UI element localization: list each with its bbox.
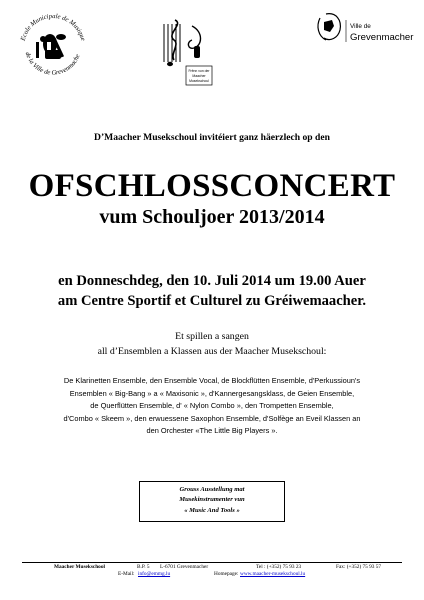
school-year-subtitle: vum Schouljoer 2013/2014 — [99, 206, 325, 228]
frenn-caption-line-2: Maacher — [192, 74, 206, 78]
ville-de-text: Ville de — [350, 23, 371, 30]
grevenmacher-text: Grevenmacher — [350, 32, 414, 43]
footer-divider — [22, 562, 402, 563]
frenn-musekschoul-logo — [158, 16, 216, 90]
footer-homepage-link[interactable]: www.maacher-musekschoul.lu — [240, 571, 306, 577]
frenn-caption-line-1: Frënn vun der — [188, 69, 210, 73]
footer-email-label: E-Mail: — [118, 571, 135, 577]
footer-school-name: Maacher Musekschool — [54, 564, 105, 570]
invitation-line: D’Maacher Musekschoul invitéiert ganz häerzlech op den — [94, 132, 330, 143]
footer-email-link[interactable]: info@emmg.lu — [138, 571, 171, 577]
logo-ring-bottom-text: de la Ville de Grevenmache — [23, 51, 82, 77]
date-time-line: en Donneschdeg, den 10. Juli 2014 um 19.00 Auer — [58, 273, 366, 289]
exhibition-line: Grouss Ausstellung mat — [179, 486, 245, 493]
venue-line: am Centre Sportif et Culturel zu Gréiwemaacher. — [57, 293, 367, 309]
footer-homepage-label: Homepage: — [214, 571, 239, 577]
footer-fax: Fax: (+352) 75 93 57 — [336, 564, 382, 570]
exhibition-box — [139, 481, 285, 522]
footer-bp: B.P. 5 — [137, 564, 150, 570]
ensembles-line: de Querflütten Ensemble, d' « Nylon Combo », den Trompetten Ensemble, — [90, 401, 334, 411]
frenn-caption-line-3: Musekschoul — [189, 79, 209, 83]
ensembles-list — [30, 375, 394, 438]
exhibition-line: Musekinstrumenter vun — [179, 496, 245, 504]
ensembles-line: d'Combo « Skeem », den erwuessene Saxophon Ensemble, d'Solfège an Eveil Klassen an — [63, 413, 361, 423]
performers-intro-line-2: all d’Ensemblen a Klassen aus der Maacher Musekschoul: — [97, 346, 327, 357]
ensembles-line: De Klarinetten Ensemble, den Ensemble Vocal, de Blockflütten Ensemble, d'Perkussioun's — [63, 376, 361, 385]
ecole-municipale-logo — [12, 6, 94, 88]
exhibition-line: « Music And Tools » — [184, 506, 240, 514]
ensembles-line: Ensemblen « Big-Bang » a « Maxisonic », d'Kannergesangsklass, de Geien Ensemble, — [69, 388, 355, 398]
footer-address: L-6701 Grevenmacher — [160, 564, 209, 570]
footer-tel: Tel : (+352) 75 93 23 — [256, 564, 302, 570]
ensembles-line: den Orchester «The Little Big Players ». — [146, 426, 278, 436]
grevenmacher-logo — [310, 8, 418, 58]
concert-title: OFSCHLOSSCONCERT — [28, 168, 396, 204]
performers-intro-line: Et spillen a sangen — [175, 331, 249, 342]
logo-ring-top-text: Ecole Municipale de Musique — [19, 12, 87, 42]
